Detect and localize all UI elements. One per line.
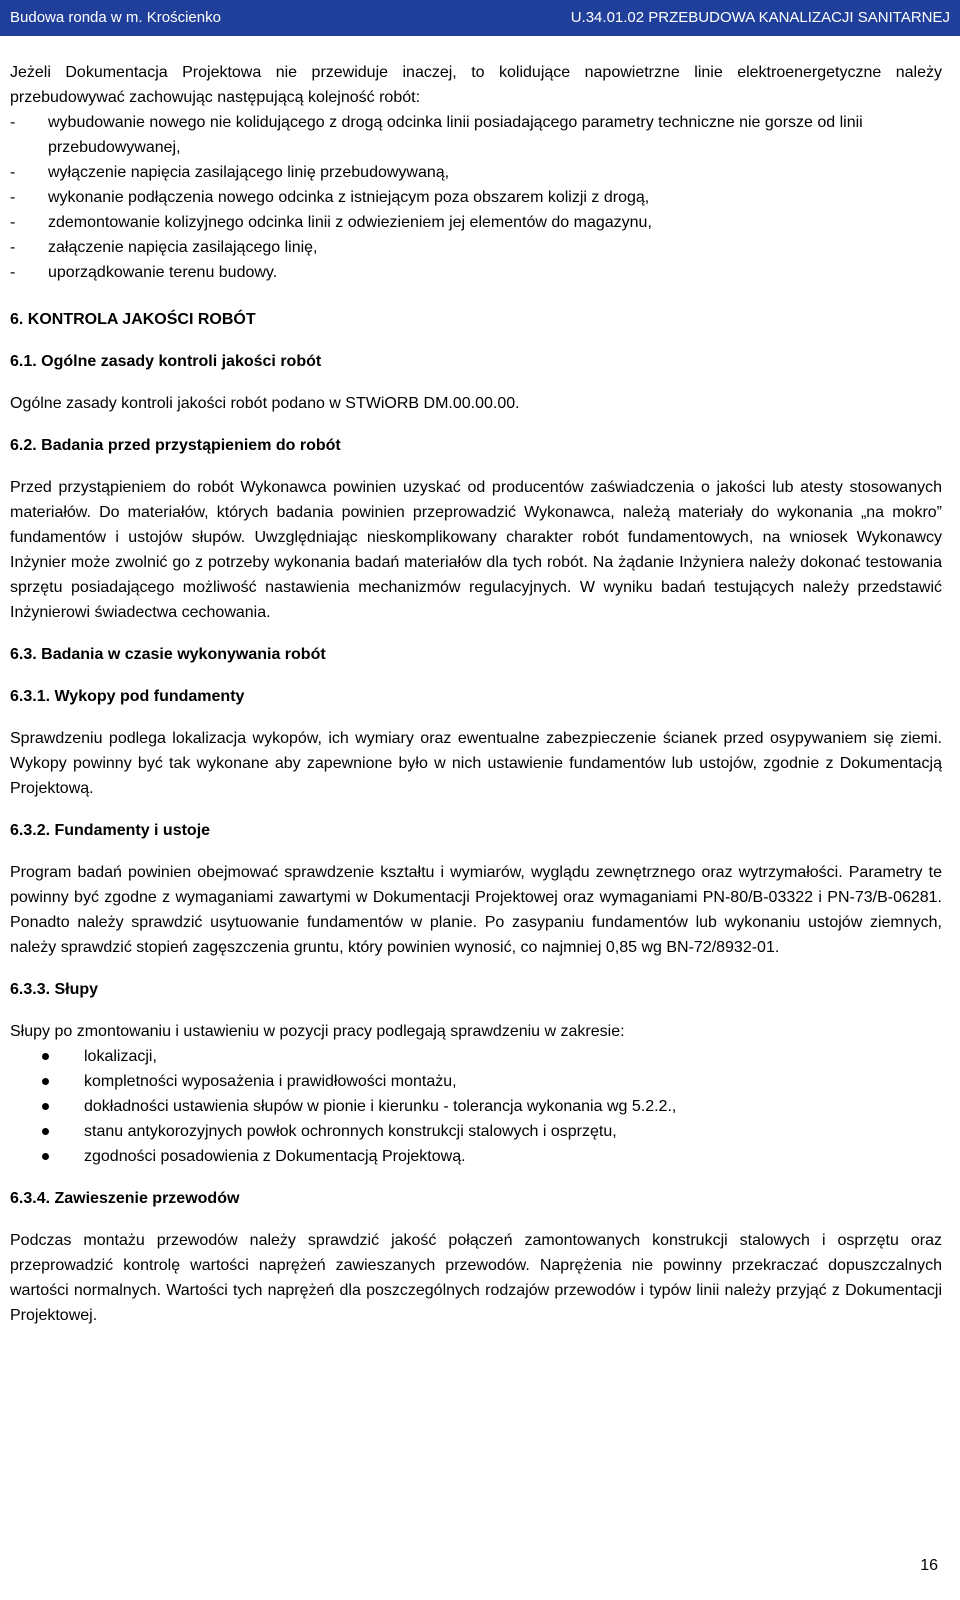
section-6-3-4-text: Podczas montażu przewodów należy sprawdzić jakość połączeń zamontowanych konstrukcji stalowych i osprzętu oraz przeprowadzić kontrolę wartości naprężeń zawieszanych przewodów. Naprężenia nie powinny przekraczać dopuszczalnych wartości normalnych. Wartości tych naprężeń dla poszczególnych rodzajów przewodów i typów linii należy przyjąć z Dokumentacji Projektowej.	[10, 1232, 942, 1324]
section-6-3-title: 6.3. Badania w czasie wykonywania robót	[10, 646, 326, 663]
list-item: kompletności wyposażenia i prawidłowości montażu,	[10, 1069, 942, 1094]
list-marker: -	[10, 239, 16, 256]
section-6-3-1-text: Sprawdzeniu podlega lokalizacja wykopów, ich wymiary oraz ewentualne zabezpieczenie ścianek przed osypywaniem się ziemi. Wykopy powinny być tak wykonane aby zapewnione było w nich ustawienie fundamentów lub ustojów, zgodnie z Dokumentacją Projektową.	[10, 730, 942, 797]
section-6-3-3-title: 6.3.3. Słupy	[10, 981, 99, 998]
list-item: - uporządkowanie terenu budowy.	[10, 260, 942, 285]
header-project-title: Budowa ronda w m. Krościenko	[10, 9, 221, 26]
intro-paragraph: Jeżeli Dokumentacja Projektowa nie przewiduje inaczej, to kolidujące napowietrzne linie elektroenergetyczne należy przebudowywać zachowując następującą kolejność robót:	[10, 64, 942, 106]
list-marker: -	[10, 114, 16, 131]
list-marker: -	[10, 189, 16, 206]
list-marker: -	[10, 164, 16, 181]
document-body	[10, 60, 942, 1328]
section-6-3-1-title: 6.3.1. Wykopy pod fundamenty	[10, 688, 245, 705]
list-item: lokalizacji,	[10, 1044, 942, 1069]
page-header	[0, 0, 960, 36]
list-item: dokładności ustawienia słupów w pionie i kierunku - tolerancja wykonania wg 5.2.2.,	[10, 1094, 942, 1119]
list-marker: -	[10, 214, 16, 231]
list-item: - zdemontowanie kolizyjnego odcinka linii z odwiezieniem jej elementów do magazynu,	[10, 210, 942, 235]
list-item: - wyłączenie napięcia zasilającego linię przebudowywaną,	[10, 160, 942, 185]
section-6-3-2-text: Program badań powinien obejmować sprawdzenie kształtu i wymiarów, wyglądu zewnętrznego oraz wytrzymałości. Parametry te powinny być zgodne z wymaganiami zawartymi w Dokumentacji Projektowej oraz wymaganiami PN-80/B-03322 i PN-73/B-06281. Ponadto należy sprawdzić usytuowanie fundamentów w planie. Po zasypaniu fundamentów lub wykonaniu ustojów ziemnych, należy sprawdzić stopień zagęszczenia gruntu, który powinien wynosić, co najmniej 0,85 wg BN-72/8932-01.	[10, 864, 942, 956]
section-6-3-4-title: 6.3.4. Zawieszenie przewodów	[10, 1190, 240, 1207]
list-marker: -	[10, 264, 16, 281]
work-sequence-list	[10, 110, 942, 285]
bullet-icon	[42, 1103, 49, 1110]
list-item: - załączenie napięcia zasilającego linię,	[10, 235, 942, 260]
bullet-icon	[42, 1128, 49, 1135]
section-6-3-2-title: 6.3.2. Fundamenty i ustoje	[10, 822, 211, 839]
bullet-icon	[42, 1078, 49, 1085]
section-6-title: 6. KONTROLA JAKOŚCI ROBÓT	[10, 311, 256, 328]
section-6-1-title: 6.1. Ogólne zasady kontroli jakości robót	[10, 353, 322, 370]
section-6-2-title: 6.2. Badania przed przystąpieniem do robót	[10, 437, 341, 454]
bullet-icon	[42, 1053, 49, 1060]
list-item: - wykonanie podłączenia nowego odcinka z istniejącym poza obszarem kolizji z drogą,	[10, 185, 942, 210]
list-item: - wybudowanie nowego nie kolidującego z drogą odcinka linii posiadającego parametry techniczne nie gorsze od linii przebudowywanej,	[10, 110, 942, 160]
header-spec-code: U.34.01.02 PRZEBUDOWA KANALIZACJI SANITARNEJ	[570, 9, 950, 26]
section-6-3-3-intro: Słupy po zmontowaniu i ustawieniu w pozycji pracy podlegają sprawdzeniu w zakresie:	[10, 1023, 625, 1040]
section-6-1-text: Ogólne zasady kontroli jakości robót podano w STWiORB DM.00.00.00.	[10, 395, 520, 412]
section-6-2-text: Przed przystąpieniem do robót Wykonawca powinien uzyskać od producentów zaświadczenia o jakości lub atesty stosowanych materiałów. Do materiałów, których badania powinien przeprowadzić Wykonawca, należą materiały do wykonania „na mokro” fundamentów i ustojów słupów. Uwzględniając nieskomplikowany charakter robót fundamentowych, na wniosek Wykonawcy Inżynier może zwolnić go z potrzeby wykonania badań materiałów dla tych robót. Na żądanie Inżyniera należy dokonać testowania sprzętu posiadającego możliwość nastawienia mechanizmów regulacyjnych. W wyniku badań testujących należy przedstawić Inżynierowi świadectwa cechowania.	[10, 479, 942, 621]
list-item: zgodności posadowienia z Dokumentacją Projektową.	[10, 1144, 942, 1169]
pole-check-list	[10, 1044, 942, 1169]
list-item: stanu antykorozyjnych powłok ochronnych konstrukcji stalowych i osprzętu,	[10, 1119, 942, 1144]
bullet-icon	[42, 1153, 49, 1160]
page-number: 16	[920, 1557, 938, 1574]
